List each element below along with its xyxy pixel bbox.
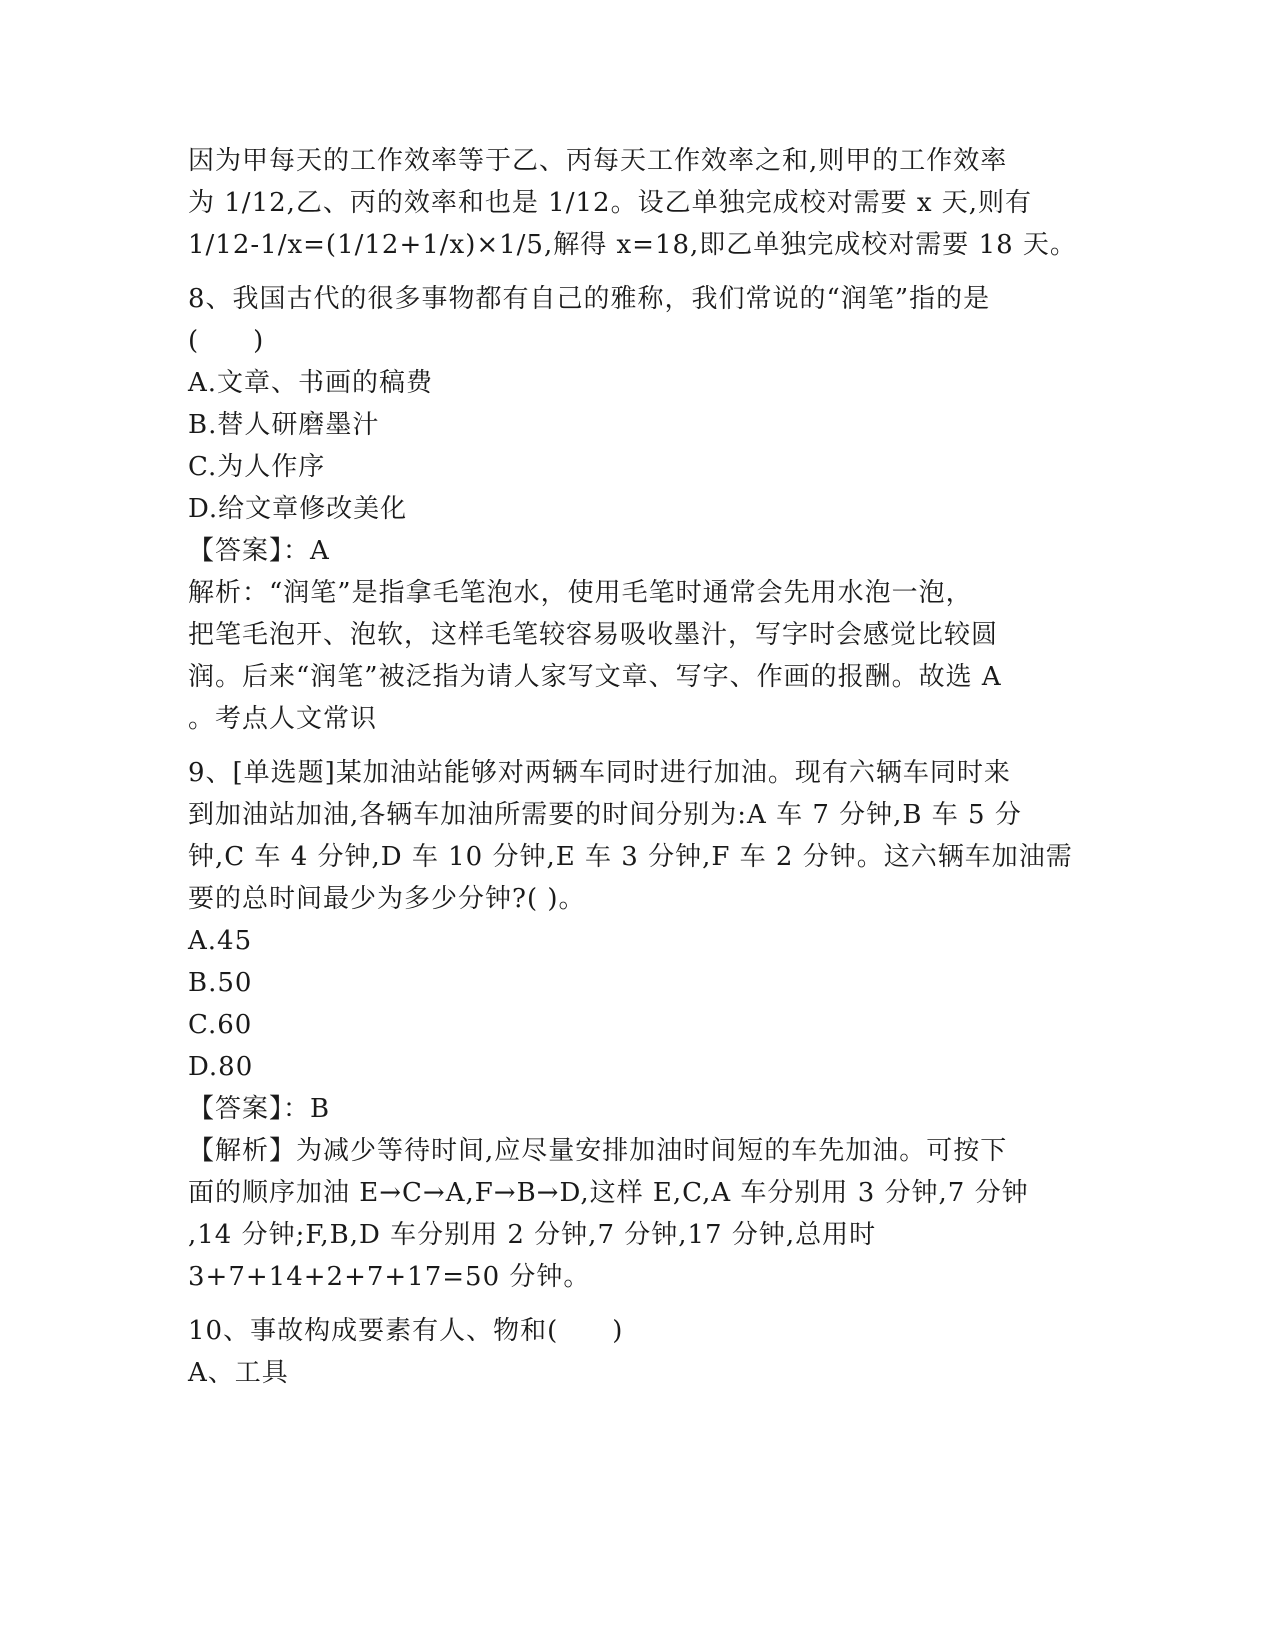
option-a: A.文章、书画的稿费: [188, 368, 434, 398]
explanation-line: 1/12-1/x=(1/12+1/x)×1/5,解得 x=18,即乙单独完成校对需要 18 天。: [188, 230, 1077, 260]
explanation-line: 为 1/12,乙、丙的效率和也是 1/12。设乙单独完成校对需要 x 天,则有: [188, 188, 1033, 218]
option-a: A、工具: [188, 1358, 289, 1388]
option-b: B.替人研磨墨汁: [188, 410, 380, 440]
question-text: 8、我国古代的很多事物都有自己的雅称，我们常说的“润笔”指的是: [188, 284, 991, 314]
explanation-line: 。考点人文常识: [188, 704, 378, 734]
option-c: C.60: [188, 1010, 253, 1040]
question-9: [188, 752, 1073, 1298]
explanation-line: 面的顺序加油 E→C→A,F→B→D,这样 E,C,A 车分别用 3 分钟,7 分钟: [188, 1178, 1029, 1208]
option-d: D.给文章修改美化: [188, 494, 408, 524]
question-text: 到加油站加油,各辆车加油所需要的时间分别为:A 车 7 分钟,B 车 5 分: [188, 800, 1022, 830]
explanation-line: 3+7+14+2+7+17=50 分钟。: [188, 1262, 591, 1292]
q7-explanation: [188, 140, 1077, 266]
option-b: B.50: [188, 968, 253, 998]
question-text: 要的总时间最少为多少分钟?( )。: [188, 884, 586, 914]
question-text: 9、[单选题]某加油站能够对两辆车同时进行加油。现有六辆车同时来: [188, 758, 1011, 788]
question-text: 钟,C 车 4 分钟,D 车 10 分钟,E 车 3 分钟,F 车 2 分钟。这六辆车加油需: [188, 842, 1073, 872]
explanation-line: 解析：“润笔”是指拿毛笔泡水，使用毛笔时通常会先用水泡一泡，: [188, 578, 973, 608]
explanation-line: 因为甲每天的工作效率等于乙、丙每天工作效率之和,则甲的工作效率: [188, 146, 1008, 176]
question-text: ( ): [188, 326, 265, 356]
option-a: A.45: [188, 926, 253, 956]
option-d: D.80: [188, 1052, 254, 1082]
answer-line: 【答案】：A: [188, 536, 330, 566]
explanation-line: 把笔毛泡开、泡软，这样毛笔较容易吸收墨汁，写字时会感觉比较圆: [188, 620, 999, 650]
question-10: [188, 1310, 1065, 1394]
explanation-line: 润。后来“润笔”被泛指为请人家写文章、写字、作画的报酬。故选 A: [188, 662, 1002, 692]
explanation-line: 【解析】为减少等待时间,应尽量安排加油时间短的车先加油。可按下: [188, 1136, 1008, 1166]
answer-line: 【答案】：B: [188, 1094, 331, 1124]
question-text: 10、事故构成要素有人、物和( ): [188, 1316, 624, 1346]
option-c: C.为人作序: [188, 452, 326, 482]
question-8: [188, 278, 1065, 740]
explanation-line: ,14 分钟;F,B,D 车分别用 2 分钟,7 分钟,17 分钟,总用时: [188, 1220, 877, 1250]
